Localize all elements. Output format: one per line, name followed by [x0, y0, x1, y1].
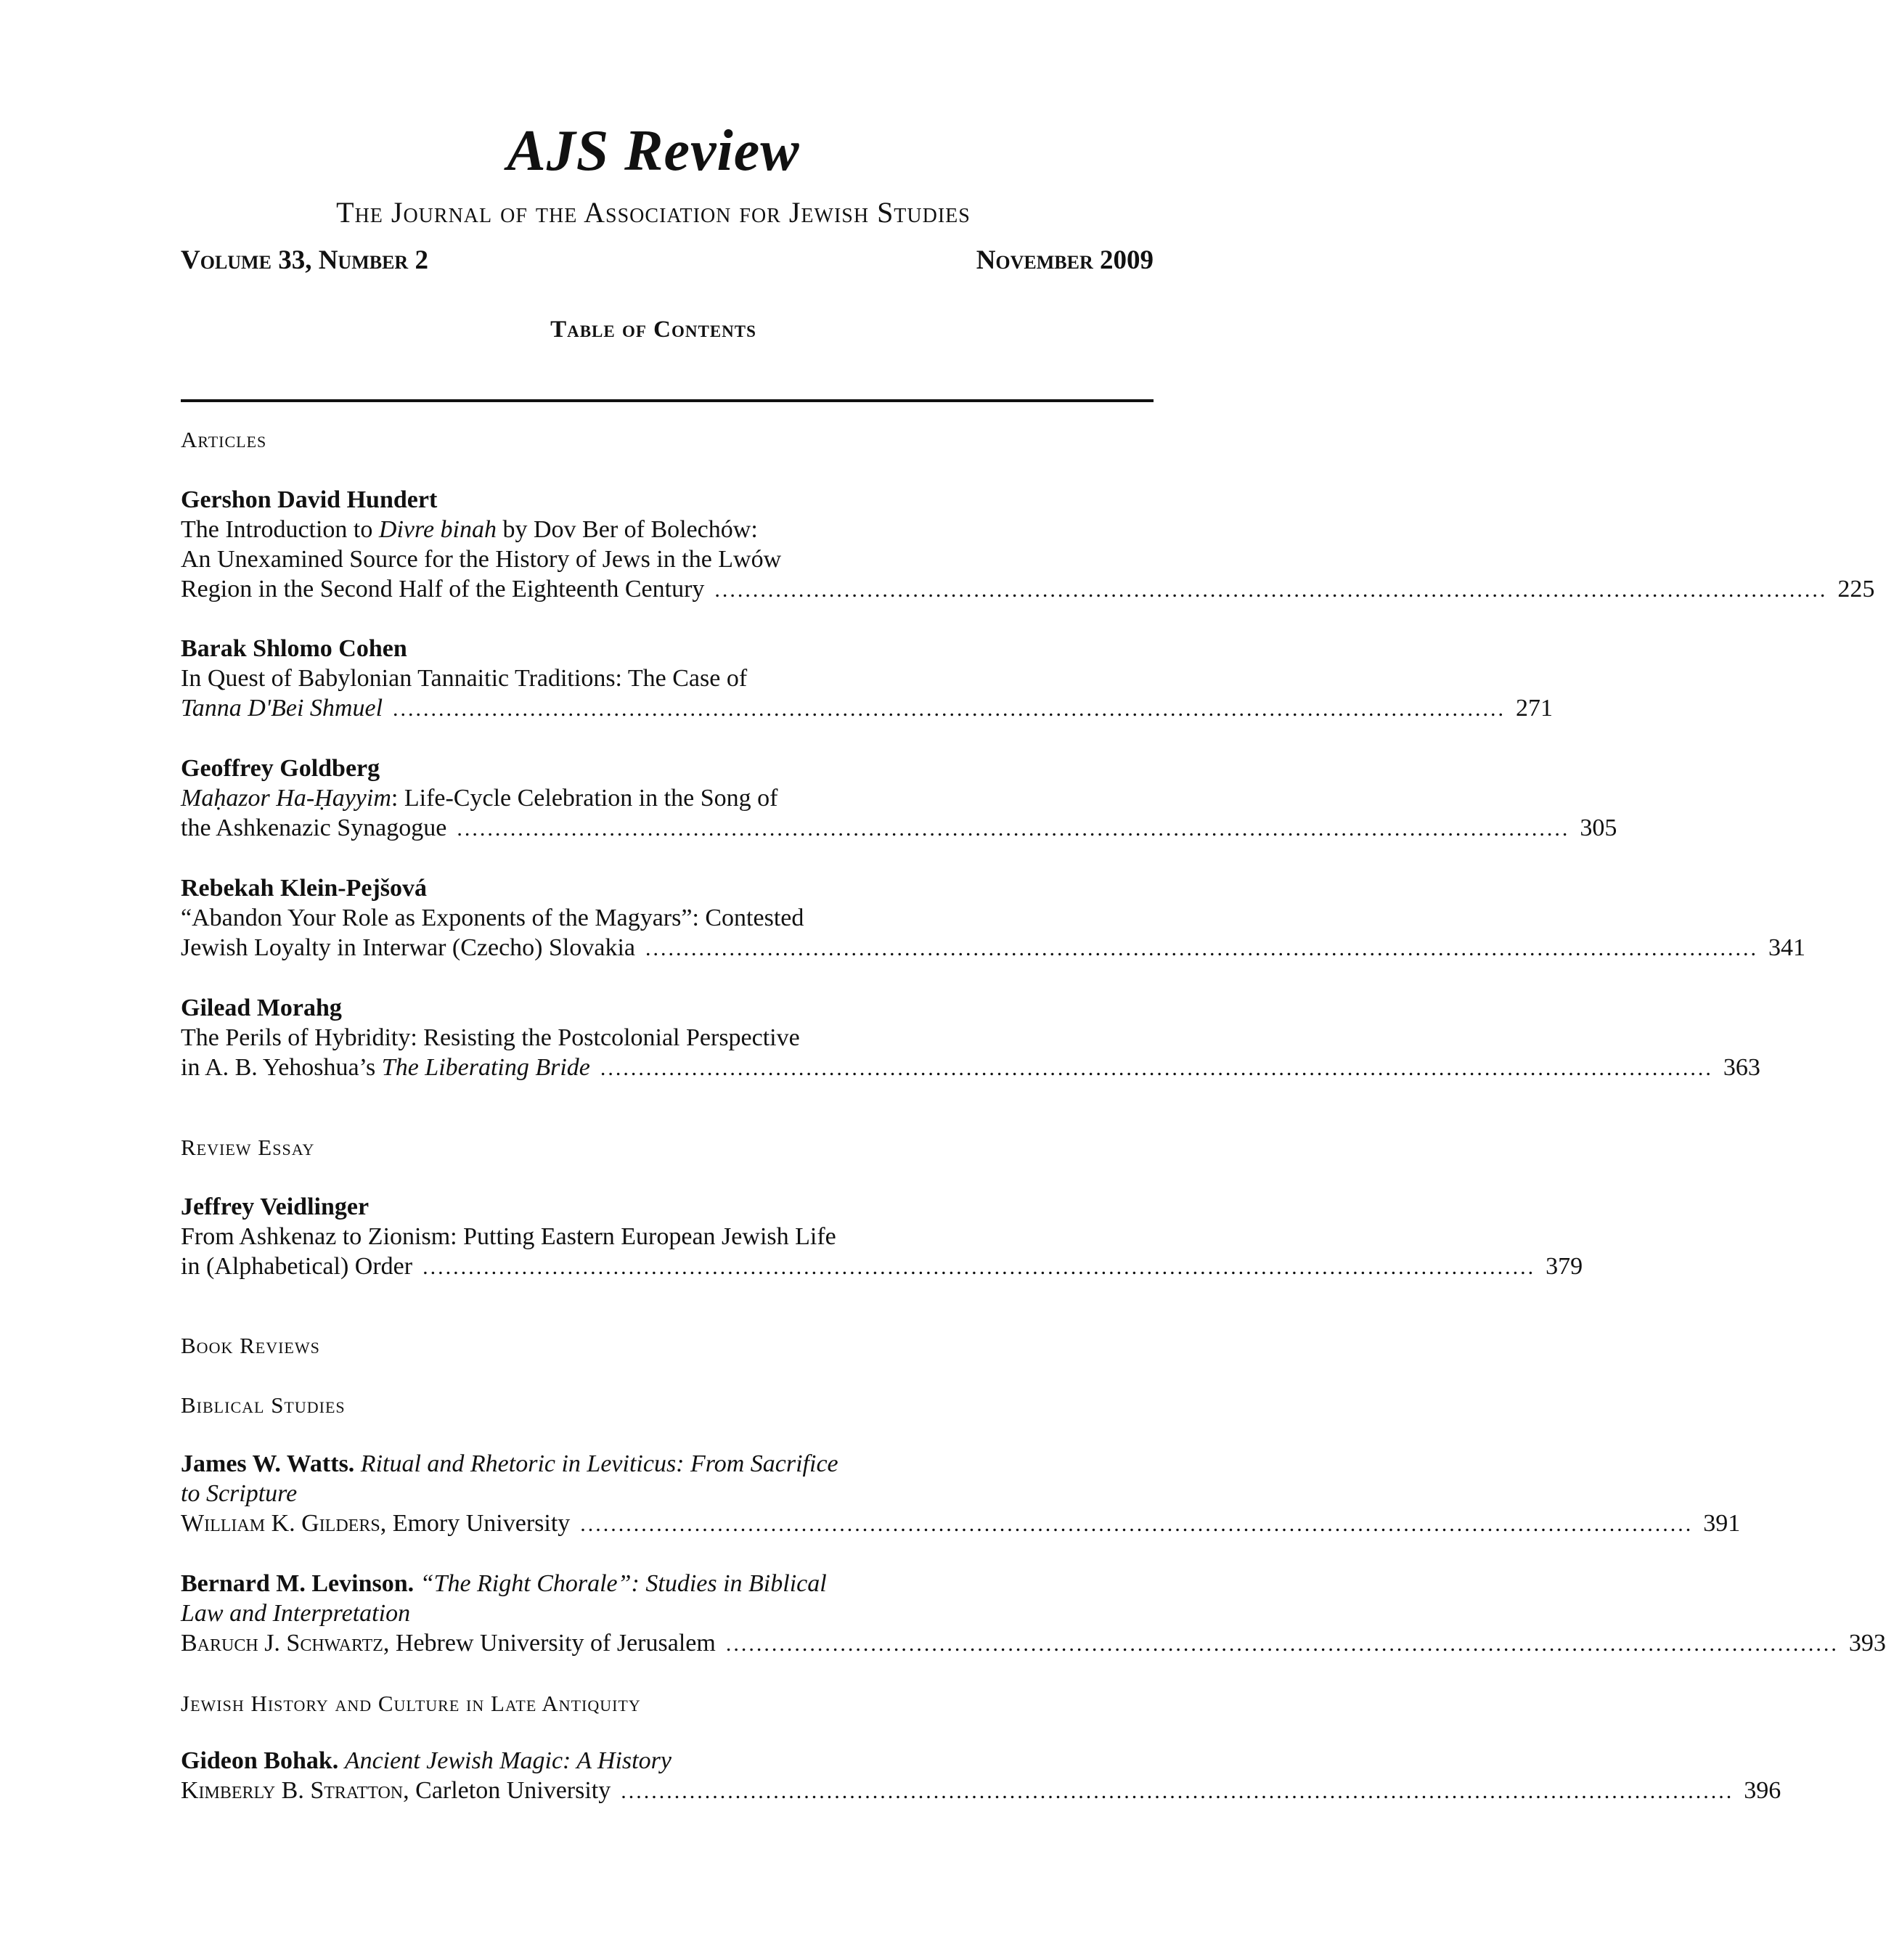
entry-author: Gershon David Hundert [181, 486, 438, 513]
entry-leader-line: the Ashkenazic Synagogue .................................................................................................................................................. 305 [181, 813, 1154, 844]
dot-leader: .................................................................................................................................................. [714, 578, 1828, 602]
entry-title-line: Maḥazor Ha-Ḥayyim: Life-Cycle Celebration in the Song of [181, 785, 778, 812]
page-number: 225 [1837, 576, 1875, 603]
entry-leader-line: in A. B. Yehoshua’s The Liberating Bride .................................................................................................................................................. 363 [181, 1053, 1154, 1083]
journal-subtitle: The Journal of the Association for Jewish Studies [336, 196, 971, 229]
toc-entry-levinson[interactable] [181, 1569, 1886, 1659]
toc-entry-klein-pejsova[interactable] [181, 873, 1805, 963]
section-review-essay: Review Essay [181, 1135, 315, 1160]
entry-leader-line: William K. Gilders, Emory University .................................................................................................................................................. 391 [181, 1508, 1154, 1539]
page-number: 305 [1580, 814, 1617, 841]
dot-leader: .................................................................................................................................................. [621, 1779, 1734, 1803]
toc-entry-bohak[interactable] [181, 1746, 1781, 1806]
section-book-reviews: Book Reviews [181, 1333, 320, 1358]
entry-title-line: The Introduction to Divre binah by Dov Ber of Bolechów: [181, 516, 758, 543]
toc-entry-goldberg[interactable] [181, 754, 1617, 844]
dot-leader: .................................................................................................................................................. [725, 1632, 1839, 1656]
page-number: 393 [1848, 1630, 1886, 1657]
entry-title-line: From Ashkenaz to Zionism: Putting Eastern European Jewish Life [181, 1223, 836, 1250]
entry-leader-line: in (Alphabetical) Order .................................................................................................................................................. 379 [181, 1251, 1154, 1282]
entry-title-line: to Scripture [181, 1480, 298, 1507]
dot-leader: .................................................................................................................................................. [422, 1255, 1536, 1279]
page-number: 271 [1516, 695, 1554, 722]
toc-entry-cohen[interactable] [181, 634, 1554, 724]
entry-leader-line: Kimberly B. Stratton, Carleton University .................................................................................................................................................. 396 [181, 1776, 1154, 1806]
entry-title-line: Law and Interpretation [181, 1600, 411, 1627]
entry-title-line: An Unexamined Source for the History of Jews in the Lwów [181, 546, 782, 573]
page-number: 396 [1744, 1777, 1781, 1804]
reviewer-name: Kimberly B. Stratton [181, 1777, 404, 1804]
header-rule [181, 399, 1154, 402]
toc-entry-hundert[interactable] [181, 485, 1875, 605]
section-articles: Articles [181, 427, 267, 452]
toc-entry-morahg[interactable] [181, 993, 1760, 1083]
section-late-antiquity: Jewish History and Culture in Late Antiquity [181, 1691, 641, 1716]
entry-author: Jeffrey Veidlinger [181, 1193, 370, 1220]
entry-author: Rebekah Klein-Pejšová [181, 875, 428, 902]
entry-author: Barak Shlomo Cohen [181, 635, 407, 662]
entry-leader-line: Jewish Loyalty in Interwar (Czecho) Slovakia .................................................................................................................................................. 341 [181, 933, 1154, 963]
toc-entry-watts[interactable] [181, 1449, 1741, 1539]
entry-title-line: James W. Watts. Ritual and Rhetoric in Leviticus: From Sacrifice [181, 1450, 838, 1477]
entry-title-line: Gideon Bohak. Ancient Jewish Magic: A History [181, 1747, 671, 1774]
page-number: 379 [1546, 1253, 1583, 1280]
page-number: 363 [1723, 1054, 1760, 1081]
section-biblical-studies: Biblical Studies [181, 1392, 346, 1418]
dot-leader: .................................................................................................................................................. [393, 697, 1506, 721]
page-number: 341 [1768, 934, 1805, 961]
dot-leader: .................................................................................................................................................. [580, 1512, 1694, 1536]
entry-author: Geoffrey Goldberg [181, 755, 380, 782]
volume-number: Volume 33, Number 2 [181, 245, 428, 275]
toc-entry-veidlinger[interactable] [181, 1192, 1583, 1282]
entry-title-line: “Abandon Your Role as Exponents of the Magyars”: Contested [181, 905, 804, 931]
entry-title-line: In Quest of Babylonian Tannaitic Traditions: The Case of [181, 665, 748, 692]
journal-title: AJS Review [507, 119, 800, 183]
dot-leader: .................................................................................................................................................. [600, 1056, 1713, 1080]
entry-title-line: The Perils of Hybridity: Resisting the Postcolonial Perspective [181, 1024, 800, 1051]
dot-leader: .................................................................................................................................................. [645, 936, 1758, 960]
entry-leader-line: Tanna D'Bei Shmuel .................................................................................................................................................. 271 [181, 693, 1154, 724]
reviewer-name: William K. Gilders [181, 1510, 380, 1537]
toc-heading: Table of Contents [550, 317, 756, 343]
entry-leader-line: Baruch J. Schwartz, Hebrew University of Jerusalem .................................................................................................................................................. 393 [181, 1628, 1154, 1659]
reviewer-name: Baruch J. Schwartz [181, 1630, 383, 1657]
issue-date: November 2009 [976, 245, 1154, 275]
dot-leader: .................................................................................................................................................. [457, 817, 1570, 841]
page-number: 391 [1703, 1510, 1741, 1537]
entry-title-line: Bernard M. Levinson. “The Right Chorale”: Studies in Biblical [181, 1570, 827, 1597]
entry-leader-line: Region in the Second Half of the Eighteenth Century .................................................................................................................................................. 225 [181, 574, 1154, 605]
entry-author: Gilead Morahg [181, 995, 342, 1021]
